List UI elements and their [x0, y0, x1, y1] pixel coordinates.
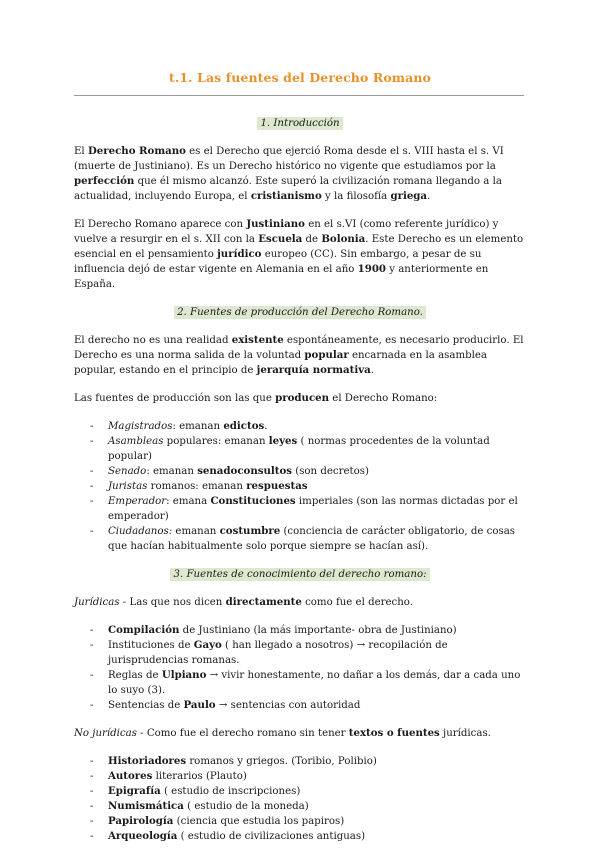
bold-text: senadoconsultos [197, 465, 292, 477]
text-run: . [370, 365, 375, 376]
text-run: europeo (CC). Sin embargo, a pesar de su influencia dejó de estar vigente en Alemania en el año [74, 249, 482, 275]
text-run: imperiales (son las normas dictadas por el emperador) [108, 496, 518, 522]
italic-text: Ciudadanos: [108, 526, 173, 537]
text-run: Reglas de [108, 670, 162, 681]
text-run: → vivir honestamente, no dañar a los demás, dar a cada uno lo suyo (3). [108, 670, 521, 696]
list-item [74, 698, 526, 713]
text-run: en el s.VI (como referente jurídico) y vuelve a resurgir en el s. XII con la [74, 219, 499, 245]
bold-text: existente [231, 334, 284, 346]
text-run: y anteriormente en España. [74, 264, 489, 290]
text-run: ( normas procedentes de la voluntad popular) [108, 436, 490, 462]
bold-text: perfección [74, 175, 135, 187]
section-heading-2 [74, 305, 526, 320]
italic-text: Juristas [108, 481, 148, 492]
section-heading-text: 2. Fuentes de producción del Derecho Romano. [174, 306, 426, 319]
text-run: como fue el derecho. [301, 597, 413, 608]
bold-text: Constituciones [210, 495, 296, 507]
bold-text: 1900 [357, 263, 386, 275]
list-item [74, 754, 526, 769]
bold-text: edictos [223, 420, 265, 432]
text-run: es el Derecho que ejerció Roma desde el s. VIII hasta el s. VI (muerte de Justiniano). Es un Derecho histórico no vigente que estudiamos por la [74, 146, 504, 172]
title-divider [74, 95, 524, 96]
list-item [74, 434, 526, 464]
italic-text: Senado [108, 466, 147, 477]
bold-text: textos o fuentes [348, 727, 440, 739]
list-item [74, 479, 526, 494]
text-run: jurídicas. [439, 728, 491, 739]
text-run: ( estudio de civilizaciones antiguas) [177, 831, 366, 842]
bold-text: Derecho Romano [87, 145, 186, 157]
text-run: espontáneamente, es necesario producirlo. El Derecho es una norma salida de la voluntad [74, 335, 524, 361]
text-run: (conciencia de carácter obligatorio, de cosas que hacían habitualmente solo porque siempre se hacían así). [108, 526, 515, 552]
bold-text: Epigrafía [108, 785, 161, 797]
text-run: - Las que nos dicen [119, 597, 226, 608]
bold-text: Justiniano [246, 218, 305, 230]
paragraph [74, 391, 526, 406]
list-item [74, 494, 526, 524]
bold-text: costumbre [219, 525, 281, 537]
list-item [74, 638, 526, 668]
section-heading-1 [74, 116, 526, 131]
bold-text: Gayo [193, 639, 222, 651]
italic-text: Jurídicas [74, 597, 120, 608]
bullet-list [74, 623, 526, 713]
text-run: . [264, 421, 268, 432]
section-heading-text: 1. Introducción [257, 117, 342, 130]
document-body [74, 116, 526, 857]
document-title: t.1. Las fuentes del Derecho Romano [169, 70, 431, 85]
text-run: → sentencias con autoridad [215, 700, 361, 711]
italic-text: Magistrados [108, 421, 173, 432]
bold-text: respuestas [246, 480, 308, 492]
bold-text: jurídico [217, 248, 262, 260]
section-heading-3 [74, 567, 526, 582]
text-run: ( estudio de la moneda) [183, 801, 309, 812]
italic-text: No jurídicas [74, 728, 137, 739]
text-run: ( estudio de inscripciones) [160, 786, 301, 797]
list-item [74, 623, 526, 638]
text-run: - Como fue el derecho romano sin tener [136, 728, 349, 739]
bold-text: Bolonia [321, 233, 366, 245]
paragraph [74, 595, 526, 610]
bold-text: griega [390, 190, 428, 202]
bold-text: Arqueología [108, 830, 178, 842]
text-run: . Este Derecho es un elemento esencial en el pensamiento [74, 234, 524, 260]
text-run: Sentencias de [108, 700, 184, 711]
italic-text: Emperador [108, 496, 167, 507]
text-run: y la filosofía [321, 191, 391, 202]
text-run: El [74, 146, 88, 157]
text-run: romanos y griegos. (Toribio, Polibio) [186, 756, 377, 767]
text-run: El Derecho Romano aparece con [74, 219, 247, 230]
text-run: encarnada en la asamblea popular, estando en el principio de [74, 350, 487, 376]
italic-text: Asambleas [108, 436, 164, 447]
list-item [74, 769, 526, 784]
list-item [74, 784, 526, 799]
bold-text: Numismática [108, 800, 184, 812]
text-run: populares: emanan [163, 436, 269, 447]
bullet-list [74, 754, 526, 844]
text-run: de Justiniano (la más importante- obra de Justiniano) [179, 625, 457, 636]
bold-text: jerarquía normativa [256, 364, 371, 376]
bold-text: Compilación [108, 624, 180, 636]
list-item [74, 419, 526, 434]
bullet-list [74, 419, 526, 554]
text-run: (son decretos) [291, 466, 369, 477]
list-item [74, 814, 526, 829]
text-run: Instituciones de [108, 640, 194, 651]
text-run: emanan [172, 526, 220, 537]
text-run: que él mismo alcanzó. Este superó la civilización romana llegando a la actualidad, incluyendo Europa, el [74, 176, 502, 202]
text-run: El derecho no es una realidad [74, 335, 232, 346]
text-run: : emanan [172, 421, 224, 432]
list-item [74, 829, 526, 844]
bold-text: leyes [268, 435, 298, 447]
section-heading-text: 3. Fuentes de conocimiento del derecho romano: [170, 568, 429, 581]
bold-text: Escuela [258, 233, 303, 245]
text-run: Las fuentes de producción son las que [74, 393, 276, 404]
bold-text: producen [275, 392, 330, 404]
paragraph [74, 217, 526, 292]
text-run: de [302, 234, 322, 245]
text-run: . [427, 191, 431, 202]
bold-text: Historiadores [108, 755, 187, 767]
text-run: : emana [166, 496, 211, 507]
bold-text: Autores [108, 770, 153, 782]
text-run: (ciencia que estudia los papiros) [173, 816, 345, 827]
text-run: el Derecho Romano: [329, 393, 438, 404]
text-run: romanos: emanan [147, 481, 247, 492]
text-run: ( han llegado a nosotros) → recopilación de jurisprudencias romanas. [108, 640, 448, 666]
paragraph [74, 726, 526, 741]
list-item [74, 524, 526, 554]
list-item [74, 799, 526, 814]
paragraph [74, 144, 526, 204]
list-item [74, 464, 526, 479]
text-run: : emanan [146, 466, 198, 477]
bold-text: Ulpiano [161, 669, 207, 681]
bold-text: popular [304, 349, 349, 361]
bold-text: Papirología [108, 815, 174, 827]
paragraph [74, 333, 526, 378]
bold-text: cristianismo [250, 190, 322, 202]
text-run: literarios (Plauto) [152, 771, 247, 782]
bold-text: directamente [225, 596, 302, 608]
list-item [74, 668, 526, 698]
bold-text: Paulo [183, 699, 216, 711]
